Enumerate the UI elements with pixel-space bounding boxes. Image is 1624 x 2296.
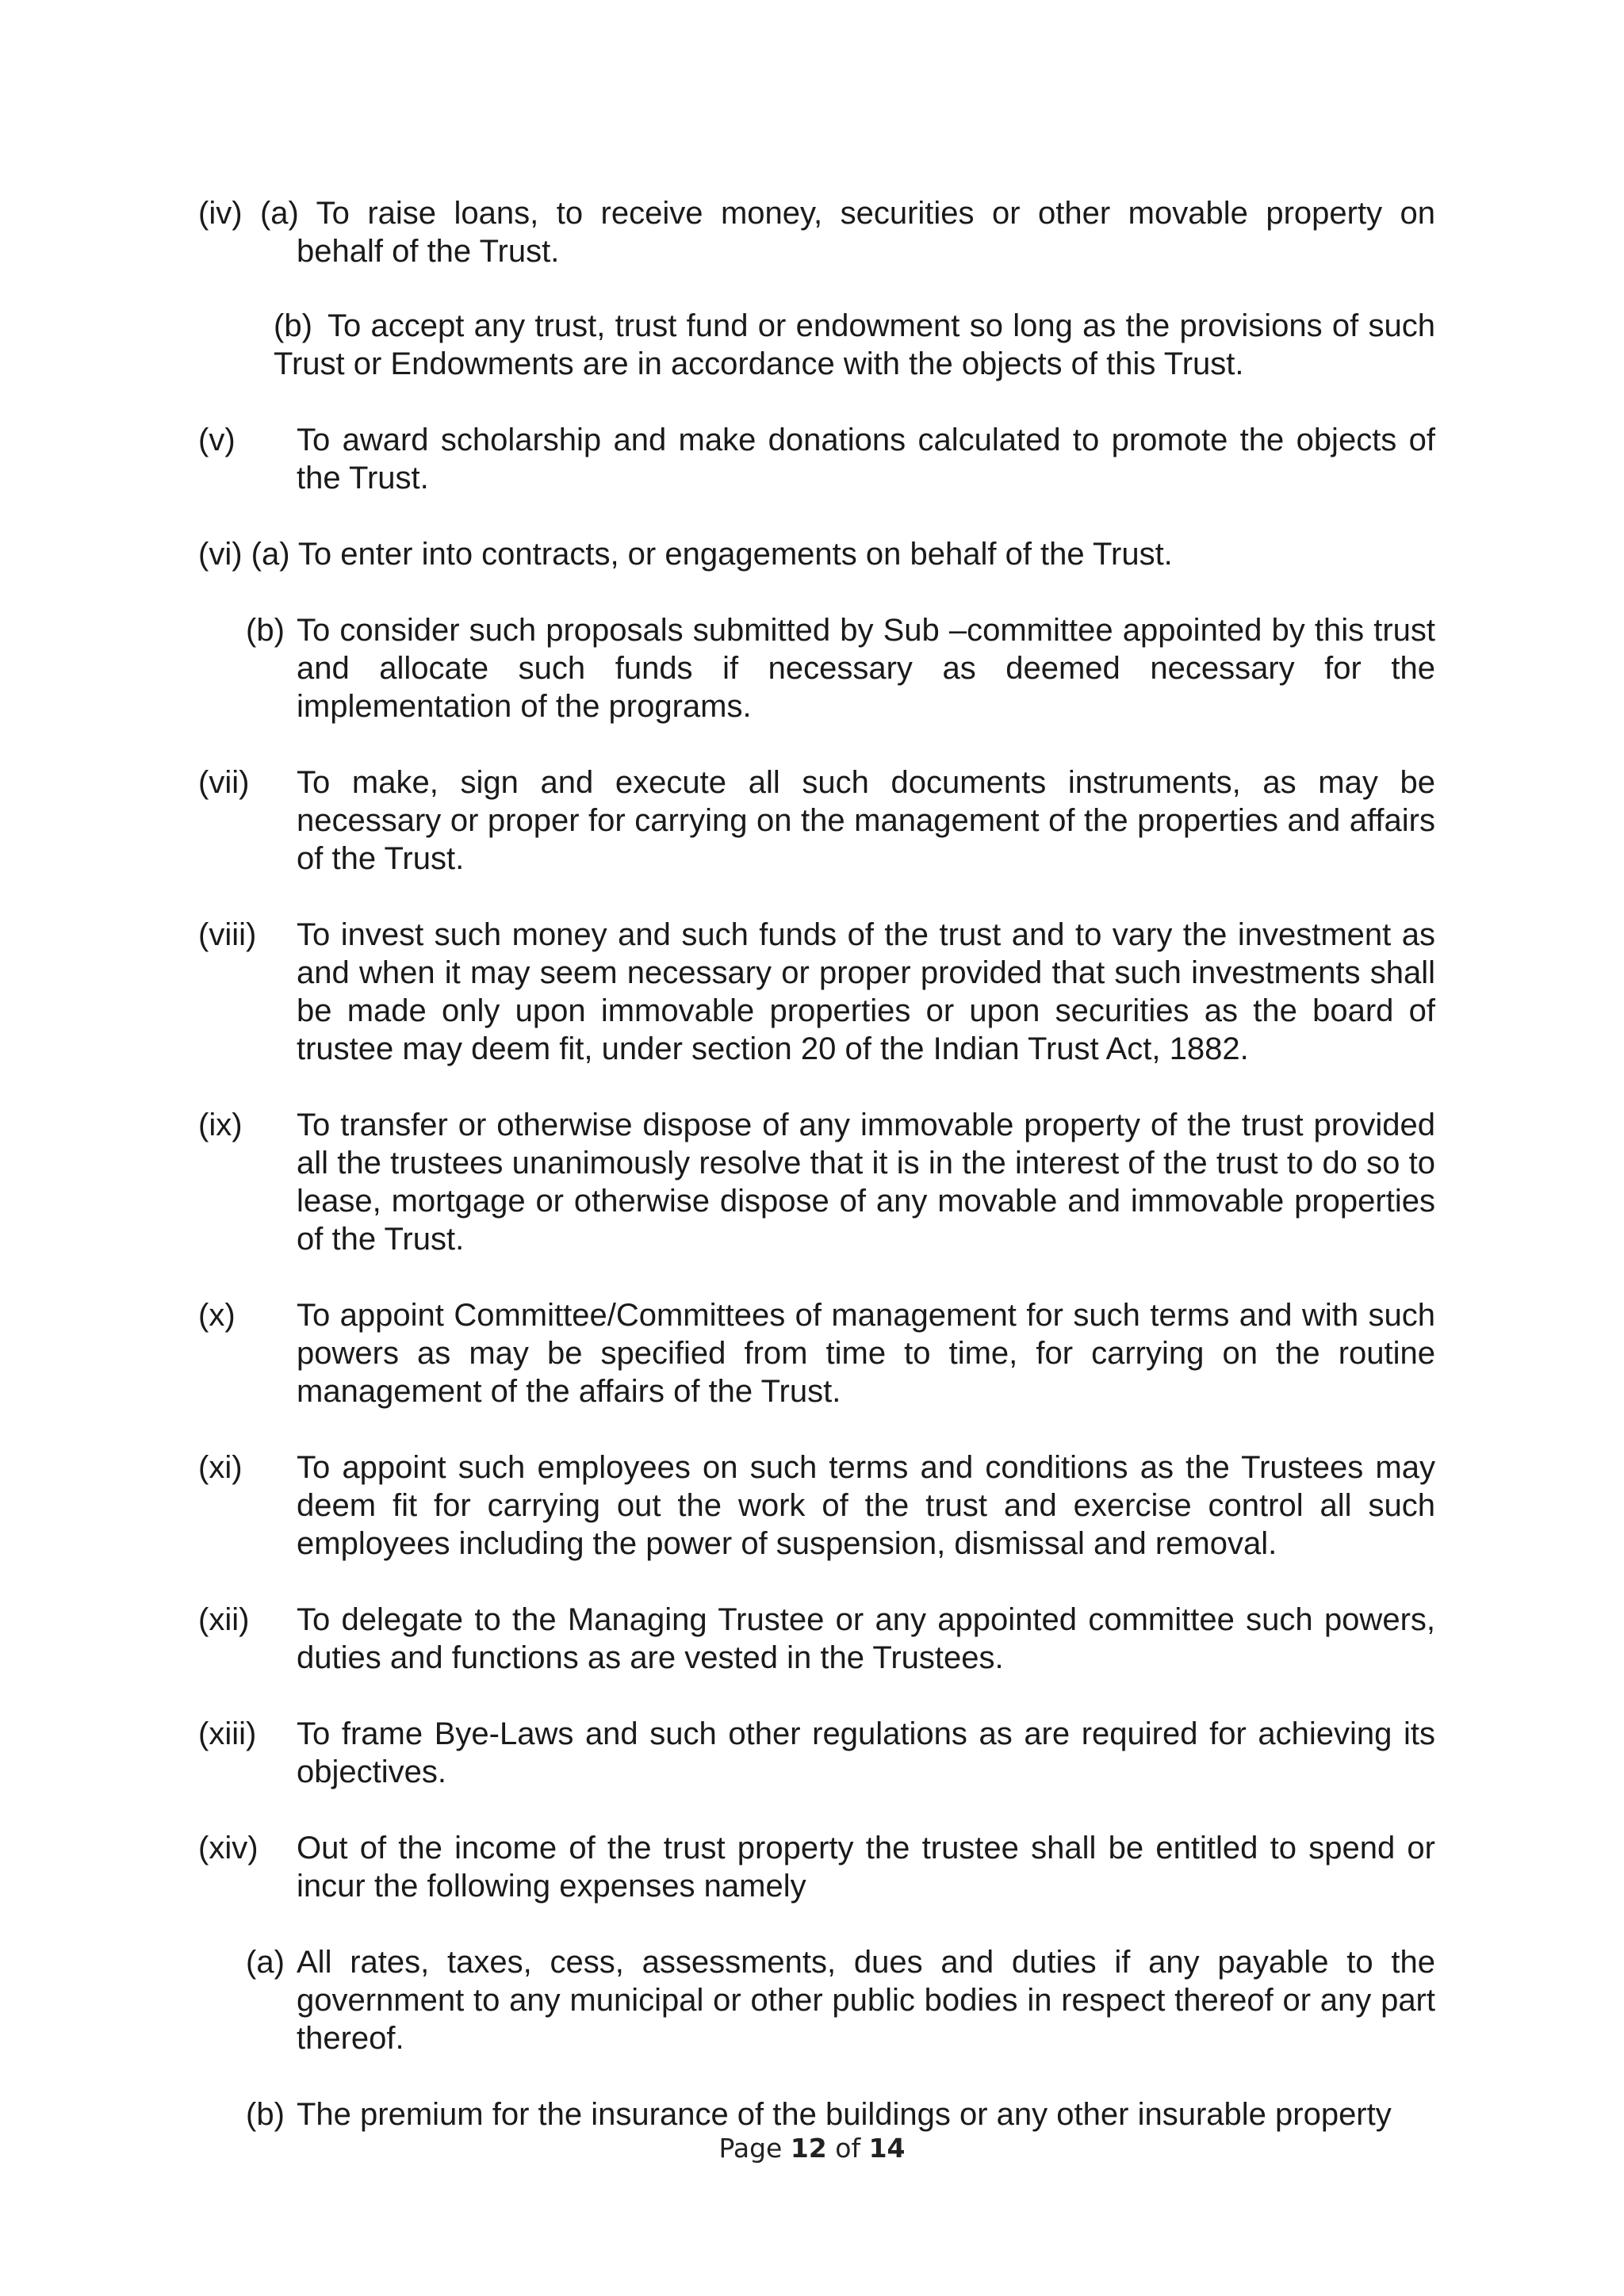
clause-vi-a-line1 xyxy=(198,535,1435,573)
clause-xii xyxy=(198,1601,1435,1677)
clause-v-label: (v) xyxy=(198,423,236,457)
clause-iv-b xyxy=(274,307,1435,383)
clause-iv-b-text: To accept any trust, trust fund or endowment so long as the provisions of such Trust or Endowments are in accordance with the objects of this Trust. xyxy=(274,308,1435,381)
clause-xiv xyxy=(198,1829,1435,1905)
clause-vii-label: (vii) xyxy=(198,765,250,800)
clause-xiv-b-text: The premium for the insurance of the buildings or any other insurable property xyxy=(297,2097,1392,2132)
clause-xi-label: (xi) xyxy=(198,1450,243,1485)
clause-vi-a-text: To enter into contracts, or engagements on behalf of the Trust. xyxy=(297,537,1173,572)
clause-x xyxy=(198,1296,1435,1410)
clause-iv-a-text: To raise loans, to receive money, securities or other movable property on xyxy=(316,196,1436,231)
clause-iv-a xyxy=(198,194,1435,270)
footer-total-pages: 14 xyxy=(868,2133,906,2164)
clause-iv-a-line1 xyxy=(198,194,1435,232)
clause-iv-a-label: (iv) (a) xyxy=(198,196,299,231)
clause-xiv-b xyxy=(246,2095,1435,2133)
clause-xiv-a-label: (a) xyxy=(246,1945,285,1980)
page-content xyxy=(198,194,1435,2133)
clause-v-text: To award scholarship and make donations calculated to promote the objects of the Trust. xyxy=(297,423,1435,496)
clause-vii xyxy=(198,763,1435,878)
clause-vii-text: To make, sign and execute all such documents instruments, as may be necessary or proper for carrying on the management of the properties and affairs of the Trust. xyxy=(297,765,1435,876)
clause-vi-b-label: (b) xyxy=(246,613,285,648)
clause-viii-label: (viii) xyxy=(198,917,257,952)
clause-ix-label: (ix) xyxy=(198,1108,243,1142)
footer-page-prefix: Page xyxy=(718,2133,783,2164)
clause-xiv-text: Out of the income of the trust property the trustee shall be entitled to spend or incur the following expenses namely xyxy=(297,1831,1435,1904)
page-footer xyxy=(0,2133,1624,2164)
clause-iv-b-label: (b) xyxy=(274,308,312,343)
clause-xiii-text: To frame Bye-Laws and such other regulations as are required for achieving its objectives. xyxy=(297,1716,1435,1789)
clause-v xyxy=(198,421,1435,497)
clause-xiv-a xyxy=(246,1943,1435,2057)
clause-xii-label: (xii) xyxy=(198,1602,250,1637)
clause-vi-a-label: (vi) (a) xyxy=(198,537,290,572)
clause-xi xyxy=(198,1448,1435,1563)
clause-iv-a-rest: behalf of the Trust. xyxy=(297,234,560,269)
clause-xi-text: To appoint such employees on such terms and conditions as the Trustees may deem fit for carrying out the work of the trust and exercise control all such employees including the power of suspension, dismissal and removal. xyxy=(297,1450,1435,1561)
clause-viii xyxy=(198,916,1435,1068)
clause-xii-text: To delegate to the Managing Trustee or any appointed committee such powers, duties and functions as are vested in the Trustees. xyxy=(297,1602,1435,1675)
clause-vi-b xyxy=(246,611,1435,725)
clause-xiv-a-text: All rates, taxes, cess, assessments, dues and duties if any payable to the government to any municipal or other public bodies in respect thereof or any part thereof. xyxy=(297,1945,1435,2056)
clause-xiii xyxy=(198,1715,1435,1791)
clause-vi-b-text: To consider such proposals submitted by Sub –committee appointed by this trust and allocate such funds if necessary as deemed necessary for the implementation of the programs. xyxy=(297,613,1435,724)
clause-vi-a xyxy=(198,535,1435,573)
footer-of: of xyxy=(835,2133,861,2164)
clause-ix-text: To transfer or otherwise dispose of any immovable property of the trust provided all the trustees unanimously resolve that it is in the interest of the trust to do so to lease, mortgage or otherwise dispose of any movable and immovable properties of the Trust. xyxy=(297,1108,1435,1257)
clause-x-label: (x) xyxy=(198,1298,236,1333)
clause-xiv-label: (xiv) xyxy=(198,1831,259,1866)
clause-xiv-b-label: (b) xyxy=(246,2097,285,2132)
clause-ix xyxy=(198,1106,1435,1258)
footer-current-page: 12 xyxy=(790,2133,827,2164)
clause-viii-text: To invest such money and such funds of the trust and to vary the investment as and when it may seem necessary or proper provided that such investments shall be made only upon immovable properties or upon securities as the board of trustee may deem fit, under section 20 of the Indian Trust Act, 1882. xyxy=(297,917,1435,1066)
clause-xiii-label: (xiii) xyxy=(198,1716,257,1751)
clause-x-text: To appoint Committee/Committees of management for such terms and with such powers as may be specified from time to time, for carrying on the routine management of the affairs of the Trust. xyxy=(297,1298,1435,1409)
